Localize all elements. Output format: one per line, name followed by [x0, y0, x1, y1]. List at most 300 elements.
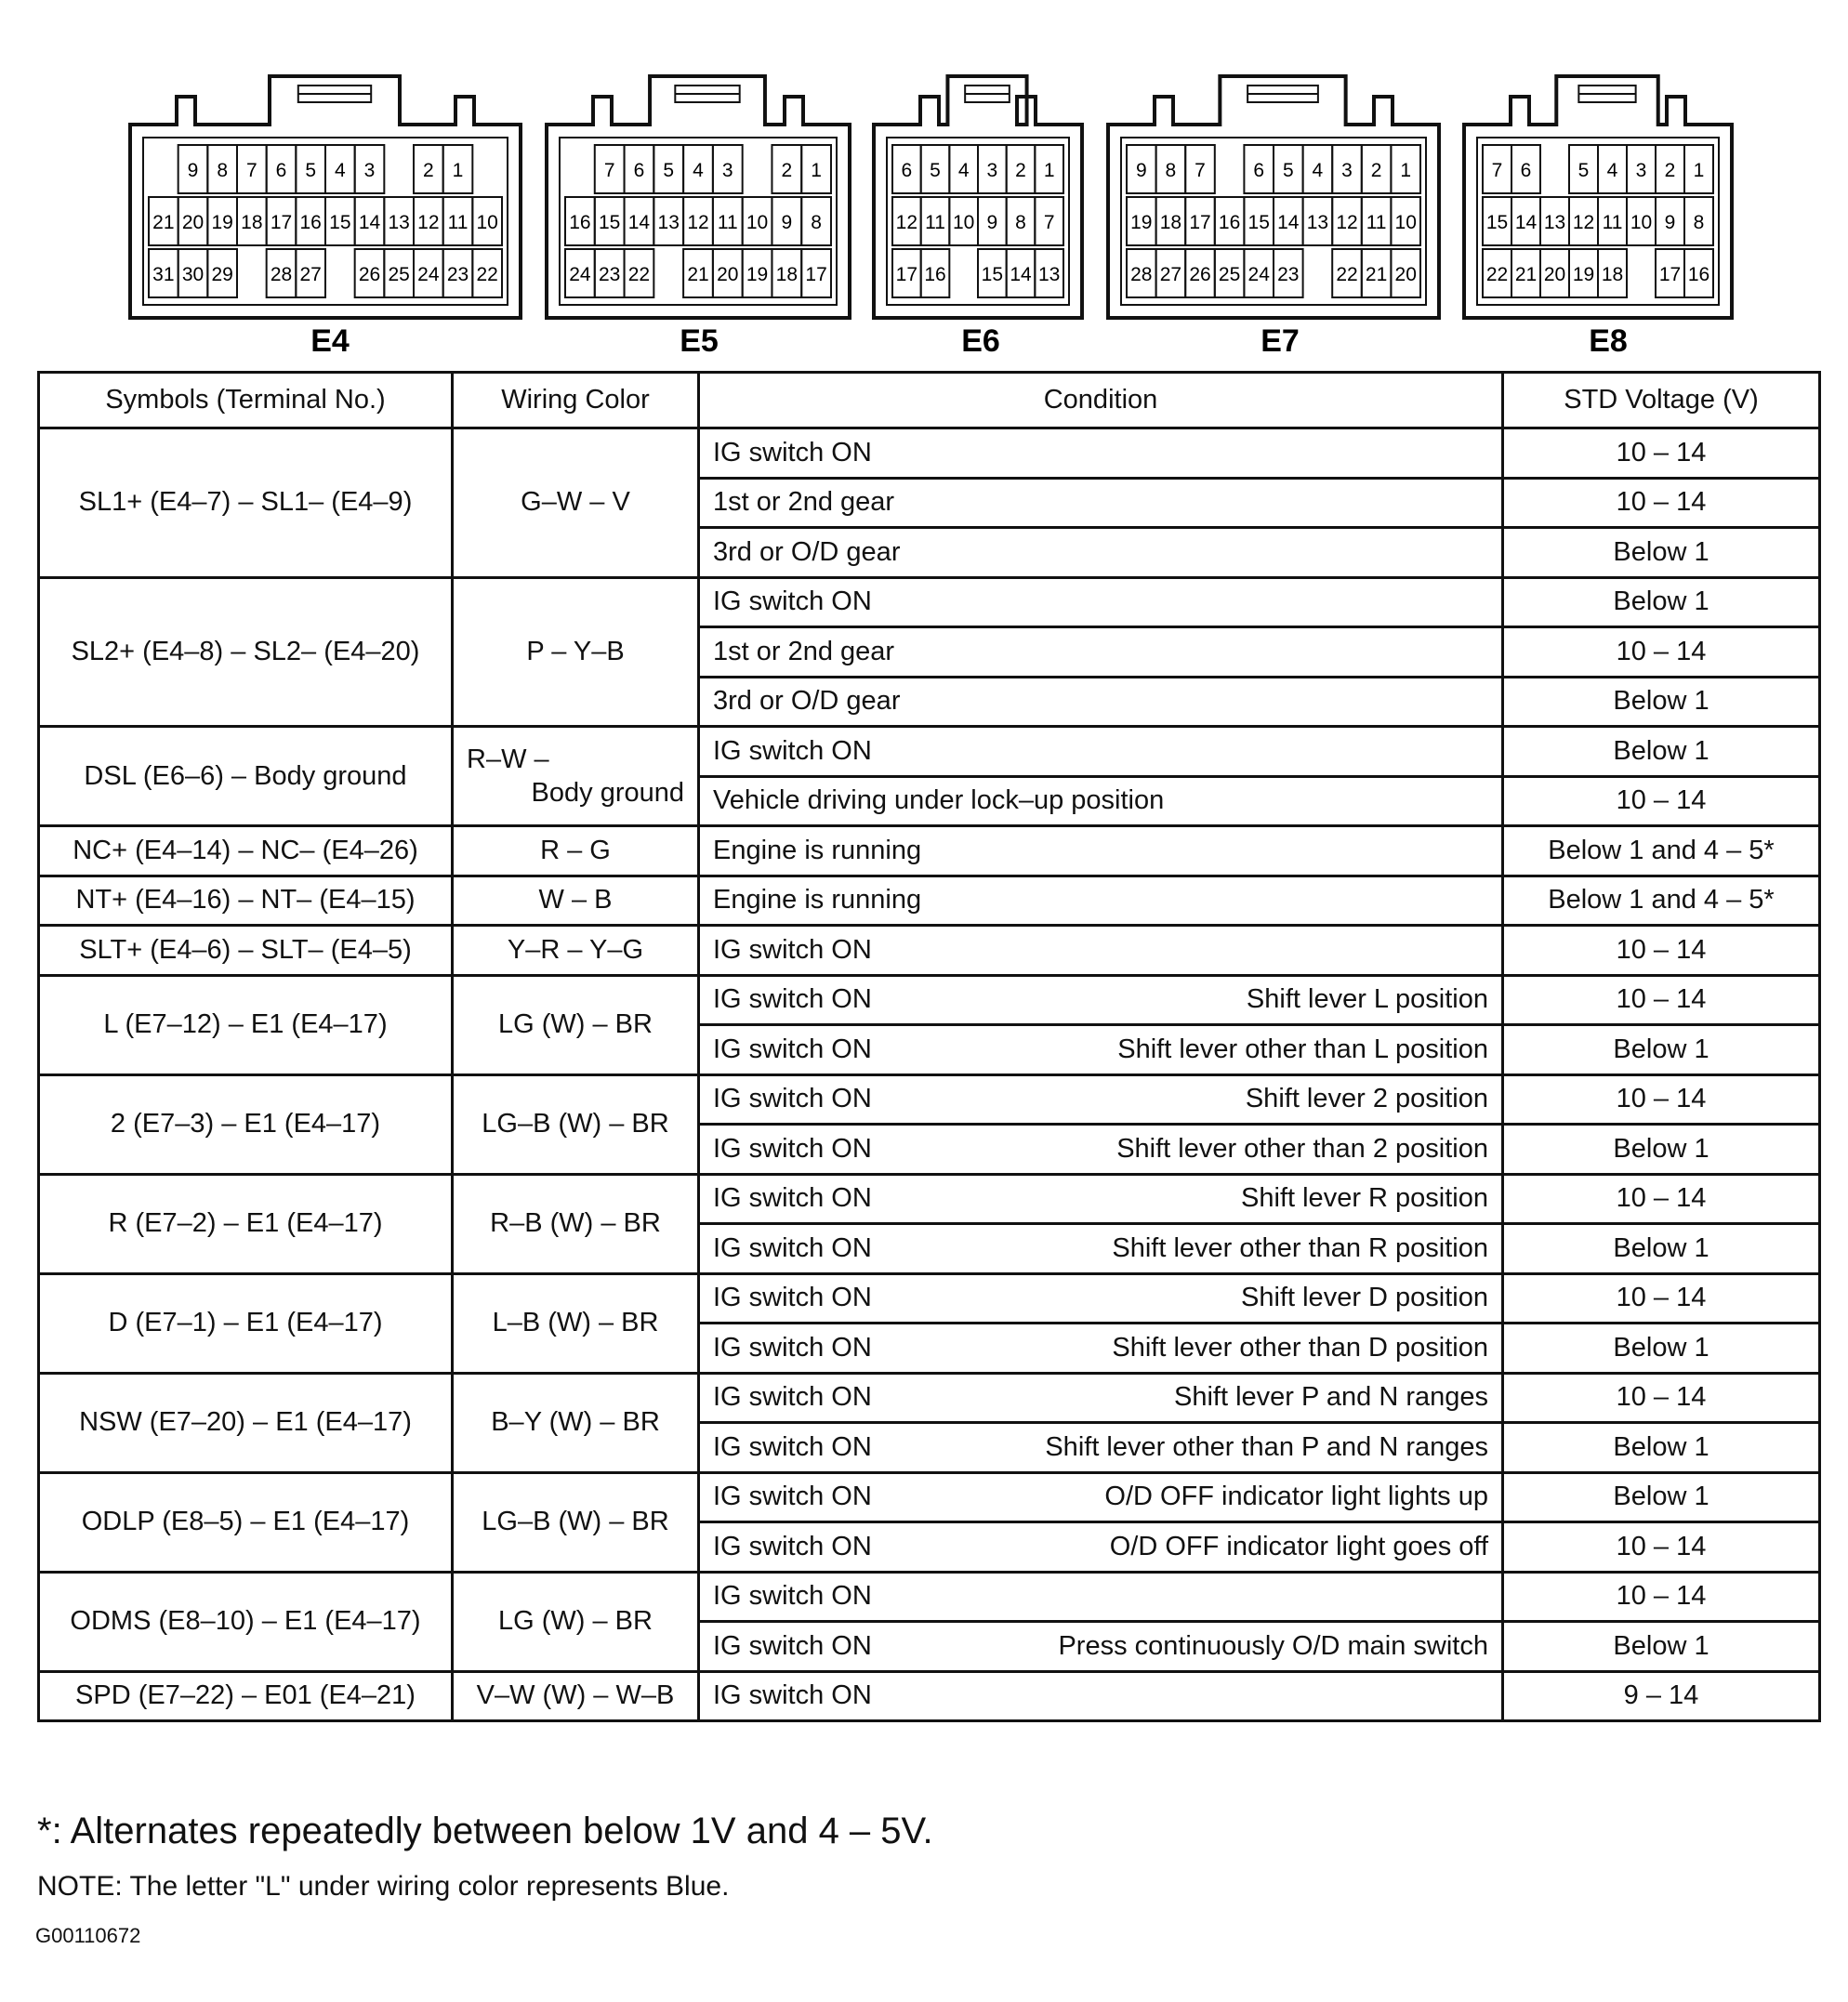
connector-label: E5 [680, 323, 719, 359]
pin-number: 2 [1664, 160, 1676, 181]
footnote: *: Alternates repeatedly between below 1V and 4 – 5V. [37, 1811, 933, 1851]
condition-cell [699, 677, 1503, 727]
symbol-cell: SL1+ (E4–7) – SL1– (E4–9) [39, 428, 453, 578]
pin-number: 5 [930, 160, 941, 181]
condition-text: Engine is running [713, 885, 922, 915]
table-row [39, 1472, 1820, 1522]
condition-cell [699, 1025, 1503, 1075]
pin-number: 25 [388, 264, 410, 285]
pin-number: 18 [241, 212, 263, 233]
symbol-cell: R (E7–2) – E1 (E4–17) [39, 1174, 453, 1273]
condition-content [713, 1233, 1488, 1264]
wiring-cell: R – G [453, 826, 699, 876]
condition-text: IG switch ON [713, 1034, 872, 1064]
table-row [39, 1572, 1820, 1622]
condition-text: IG switch ON [713, 586, 872, 617]
pin-number: 7 [603, 160, 615, 181]
pin-number: 8 [1015, 212, 1026, 233]
header-wiring: Wiring Color [453, 373, 699, 428]
pin-number: 10 [476, 212, 498, 233]
voltage-cell: Below 1 [1503, 1324, 1820, 1374]
pin-number: 13 [1037, 264, 1061, 285]
pin-number: 12 [1336, 212, 1358, 233]
condition-detail: Shift lever P and N ranges [1174, 1382, 1488, 1413]
voltage-cell: 10 – 14 [1503, 627, 1820, 678]
pin-number: 13 [1543, 212, 1566, 233]
symbol-cell: DSL (E6–6) – Body ground [39, 727, 453, 826]
voltage-cell: 10 – 14 [1503, 776, 1820, 826]
condition-content [713, 736, 1488, 767]
voltage-cell: Below 1 and 4 – 5* [1503, 876, 1820, 926]
condition-content [713, 586, 1488, 617]
pin-number: 16 [924, 264, 946, 285]
pin-number: 23 [446, 264, 469, 285]
wiring-cell: Y–R – Y–G [453, 926, 699, 976]
connector-e8 [1464, 76, 1732, 359]
connector-diagrams [0, 0, 1848, 372]
connector-e7 [1108, 76, 1439, 359]
condition-detail: O/D OFF indicator light lights up [1104, 1482, 1488, 1512]
condition-content [713, 785, 1488, 816]
condition-content [713, 1183, 1488, 1214]
header-symbols: Symbols (Terminal No.) [39, 373, 453, 428]
pin-number: 21 [687, 264, 709, 285]
wiring-cell: V–W (W) – W–B [453, 1671, 699, 1721]
condition-content [713, 836, 1488, 866]
pin-number: 14 [358, 212, 381, 233]
voltage-cell: Below 1 [1503, 528, 1820, 578]
condition-text: IG switch ON [713, 934, 872, 965]
pin-number: 14 [627, 212, 651, 233]
pin-number: 20 [181, 212, 205, 233]
condition-cell [699, 1671, 1503, 1721]
voltage-cell: 10 – 14 [1503, 1522, 1820, 1573]
pin-number: 6 [1520, 160, 1532, 181]
pin-number: 19 [1130, 212, 1153, 233]
pin-number: 15 [1485, 212, 1509, 233]
pin-number: 5 [1282, 160, 1294, 181]
pin-number: 6 [901, 160, 913, 181]
condition-text: 3rd or O/D gear [713, 686, 901, 717]
voltage-cell: 10 – 14 [1503, 975, 1820, 1025]
condition-text: IG switch ON [713, 1183, 872, 1214]
condition-content [713, 885, 1488, 915]
pin-number: 8 [1693, 212, 1705, 233]
pin-number: 12 [895, 212, 918, 233]
connector-drawing [0, 0, 1848, 372]
condition-content [713, 1084, 1488, 1114]
voltage-cell: Below 1 [1503, 577, 1820, 627]
pin-number: 21 [1514, 264, 1538, 285]
wiring-cell: LG (W) – BR [453, 1572, 699, 1671]
pin-number: 22 [476, 264, 498, 285]
pin-number: 5 [305, 160, 317, 181]
pin-number: 4 [1312, 160, 1324, 181]
spec-body [39, 428, 1820, 1721]
voltage-cell: Below 1 [1503, 1224, 1820, 1274]
pin-number: 10 [1630, 212, 1653, 233]
pin-number: 11 [925, 212, 945, 233]
voltage-cell: Below 1 [1503, 1025, 1820, 1075]
voltage-cell: Below 1 [1503, 727, 1820, 777]
condition-cell [699, 727, 1503, 777]
voltage-cell: 9 – 14 [1503, 1671, 1820, 1721]
symbol-cell: NC+ (E4–14) – NC– (E4–26) [39, 826, 453, 876]
table-row [39, 926, 1820, 976]
condition-text: IG switch ON [713, 1531, 872, 1561]
symbol-cell: SPD (E7–22) – E01 (E4–21) [39, 1671, 453, 1721]
wiring-cell: W – B [453, 876, 699, 926]
condition-cell [699, 1224, 1503, 1274]
table-row [39, 428, 1820, 479]
condition-text: IG switch ON [713, 1283, 872, 1313]
condition-text: IG switch ON [713, 735, 872, 766]
pin-number: 25 [1218, 264, 1241, 285]
condition-cell [699, 1273, 1503, 1324]
table-row [39, 876, 1820, 926]
pin-number: 11 [447, 212, 469, 233]
pin-number: 10 [746, 212, 769, 233]
condition-cell [699, 1622, 1503, 1672]
pin-number: 21 [152, 212, 175, 233]
pin-number: 16 [299, 212, 322, 233]
voltage-cell: 10 – 14 [1503, 478, 1820, 528]
condition-cell [699, 1373, 1503, 1423]
pin-number: 17 [895, 264, 918, 285]
pin-number: 6 [1253, 160, 1265, 181]
condition-cell [699, 1572, 1503, 1622]
condition-detail: Shift lever L position [1246, 984, 1488, 1015]
pin-number: 8 [217, 160, 229, 181]
condition-cell [699, 776, 1503, 826]
pin-number: 4 [693, 160, 704, 181]
condition-cell [699, 1174, 1503, 1224]
wiring-line-1: R–W – [467, 744, 549, 774]
pin-number: 12 [417, 212, 440, 233]
condition-content [713, 537, 1488, 568]
condition-text: 1st or 2nd gear [713, 636, 895, 666]
pin-number: 28 [1130, 264, 1153, 285]
condition-text: IG switch ON [713, 1232, 872, 1263]
pin-number: 4 [334, 160, 346, 181]
pin-number: 17 [1189, 212, 1211, 233]
pin-number: 21 [1365, 264, 1388, 285]
pin-number: 17 [270, 212, 293, 233]
pin-number: 19 [211, 212, 233, 233]
table-row [39, 577, 1820, 627]
voltage-cell: Below 1 [1503, 1125, 1820, 1175]
symbol-cell: NSW (E7–20) – E1 (E4–17) [39, 1373, 453, 1472]
pin-number: 13 [388, 212, 410, 233]
pin-number: 19 [746, 264, 769, 285]
condition-text: IG switch ON [713, 1581, 872, 1612]
pin-number: 15 [1247, 212, 1270, 233]
condition-detail: Shift lever other than D position [1112, 1332, 1488, 1363]
pin-number: 15 [329, 212, 351, 233]
condition-content [713, 1532, 1488, 1562]
voltage-cell: 10 – 14 [1503, 428, 1820, 479]
table-row [39, 975, 1820, 1025]
condition-detail: Shift lever R position [1241, 1183, 1488, 1214]
pin-number: 2 [781, 160, 793, 181]
condition-content [713, 637, 1488, 667]
condition-content [713, 935, 1488, 966]
condition-content [713, 1283, 1488, 1313]
condition-text: IG switch ON [713, 984, 872, 1015]
pin-number: 7 [1491, 160, 1503, 181]
wiring-cell: LG (W) – BR [453, 975, 699, 1074]
pin-number: 9 [1135, 160, 1147, 181]
pin-number: 10 [1394, 212, 1417, 233]
symbol-cell: 2 (E7–3) – E1 (E4–17) [39, 1074, 453, 1174]
wiring-cell [453, 727, 699, 826]
voltage-cell: Below 1 [1503, 1423, 1820, 1473]
voltage-cell: 10 – 14 [1503, 1174, 1820, 1224]
condition-text: IG switch ON [713, 437, 872, 468]
voltage-cell: 10 – 14 [1503, 1273, 1820, 1324]
condition-cell [699, 975, 1503, 1025]
pin-number: 3 [721, 160, 733, 181]
condition-cell [699, 876, 1503, 926]
connector-label: E6 [961, 323, 1000, 359]
pin-number: 24 [569, 264, 591, 285]
pin-number: 18 [775, 264, 799, 285]
pin-number: 3 [1635, 160, 1647, 181]
condition-content [713, 1432, 1488, 1463]
pin-number: 16 [569, 212, 591, 233]
condition-detail: Shift lever other than 2 position [1116, 1133, 1488, 1164]
pin-number: 7 [245, 160, 257, 181]
connector-e5 [547, 76, 850, 359]
pin-number: 6 [275, 160, 287, 181]
condition-cell [699, 577, 1503, 627]
wiring-cell: B–Y (W) – BR [453, 1373, 699, 1472]
pin-number: 9 [781, 212, 793, 233]
condition-content [713, 438, 1488, 468]
pin-number: 1 [1693, 160, 1705, 181]
pin-number: 2 [422, 160, 434, 181]
pin-number: 14 [1277, 212, 1300, 233]
symbol-cell: SLT+ (E4–6) – SLT– (E4–5) [39, 926, 453, 976]
condition-cell [699, 528, 1503, 578]
condition-text: IG switch ON [713, 1133, 872, 1164]
condition-detail: Shift lever other than P and N ranges [1045, 1431, 1488, 1462]
pin-number: 23 [598, 264, 621, 285]
symbol-cell: SL2+ (E4–8) – SL2– (E4–20) [39, 577, 453, 727]
condition-text: IG switch ON [713, 1482, 872, 1512]
header-row [39, 373, 1820, 428]
wiring-line-2: Body ground [531, 778, 684, 808]
pin-number: 2 [1370, 160, 1382, 181]
voltage-cell: Below 1 [1503, 1622, 1820, 1672]
pin-number: 1 [811, 160, 822, 181]
symbol-cell: ODLP (E8–5) – E1 (E4–17) [39, 1472, 453, 1572]
figure-id: G00110672 [35, 1924, 141, 1947]
wiring-cell: L–B (W) – BR [453, 1273, 699, 1373]
pin-number: 6 [633, 160, 645, 181]
pin-number: 9 [1664, 212, 1676, 233]
pin-number: 12 [1572, 212, 1595, 233]
pin-number: 17 [1658, 264, 1682, 285]
condition-content [713, 1034, 1488, 1065]
condition-content [713, 1134, 1488, 1165]
condition-cell [699, 478, 1503, 528]
wiring-cell: G–W – V [453, 428, 699, 578]
pin-number: 19 [1572, 264, 1595, 285]
condition-content [713, 1680, 1488, 1711]
voltage-cell: Below 1 [1503, 1472, 1820, 1522]
condition-content [713, 1581, 1488, 1612]
pin-number: 31 [152, 264, 175, 285]
pin-number: 3 [1341, 160, 1353, 181]
pin-number: 17 [805, 264, 827, 285]
pin-number: 5 [1577, 160, 1590, 181]
condition-text: IG switch ON [713, 1332, 872, 1363]
condition-text: Engine is running [713, 835, 922, 865]
condition-text: IG switch ON [713, 1630, 872, 1661]
pin-number: 28 [270, 264, 293, 285]
condition-cell [699, 1472, 1503, 1522]
condition-content [713, 487, 1488, 518]
table-row [39, 727, 1820, 777]
pin-number: 30 [181, 264, 205, 285]
pin-number: 1 [1400, 160, 1412, 181]
pin-number: 3 [986, 160, 998, 181]
connector-e6 [874, 76, 1082, 359]
pin-number: 16 [1218, 212, 1241, 233]
pin-number: 7 [1043, 212, 1055, 233]
connector-label: E4 [310, 323, 350, 359]
table-row [39, 826, 1820, 876]
pin-number: 20 [717, 264, 739, 285]
condition-content [713, 1333, 1488, 1363]
pin-number: 8 [811, 212, 822, 233]
condition-content [713, 1482, 1488, 1512]
pin-number: 14 [1010, 264, 1032, 285]
condition-text: Vehicle driving under lock–up position [713, 785, 1165, 816]
pin-number: 24 [417, 264, 440, 285]
condition-detail: Shift lever 2 position [1245, 1084, 1488, 1114]
pin-number: 16 [1687, 264, 1710, 285]
wiring-cell: LG–B (W) – BR [453, 1074, 699, 1174]
pin-number: 11 [1366, 212, 1387, 233]
condition-cell [699, 1074, 1503, 1125]
wiring-cell: P – Y–B [453, 577, 699, 727]
pin-number: 20 [1394, 264, 1417, 285]
symbol-cell: ODMS (E8–10) – E1 (E4–17) [39, 1572, 453, 1671]
connector-e4 [130, 76, 521, 359]
pin-number: 1 [1043, 160, 1055, 181]
condition-cell [699, 1522, 1503, 1573]
pin-number: 8 [1165, 160, 1177, 181]
pin-number: 27 [1159, 264, 1182, 285]
condition-cell [699, 1324, 1503, 1374]
condition-cell [699, 1125, 1503, 1175]
voltage-cell: 10 – 14 [1503, 1373, 1820, 1423]
header-condition: Condition [699, 373, 1503, 428]
table-row [39, 1174, 1820, 1224]
condition-detail: Shift lever other than L position [1117, 1034, 1488, 1064]
voltage-cell: 10 – 14 [1503, 926, 1820, 976]
pin-number: 4 [1606, 160, 1618, 181]
condition-content [713, 984, 1488, 1015]
pin-number: 4 [957, 160, 970, 181]
condition-detail: Shift lever other than R position [1112, 1232, 1488, 1263]
voltage-cell: Below 1 and 4 – 5* [1503, 826, 1820, 876]
condition-cell [699, 926, 1503, 976]
wiring-cell: LG–B (W) – BR [453, 1472, 699, 1572]
pin-number: 5 [663, 160, 675, 181]
pin-number: 3 [363, 160, 376, 181]
connector-label: E8 [1589, 323, 1628, 359]
table-row [39, 1373, 1820, 1423]
pin-number: 9 [187, 160, 199, 181]
pin-number: 1 [452, 160, 464, 181]
pin-number: 7 [1195, 160, 1206, 181]
pin-number: 24 [1247, 264, 1270, 285]
table-row [39, 1273, 1820, 1324]
condition-text: 3rd or O/D gear [713, 536, 901, 567]
table-row [39, 1074, 1820, 1125]
pin-number: 12 [687, 212, 709, 233]
condition-content [713, 1382, 1488, 1413]
voltage-cell: Below 1 [1503, 677, 1820, 727]
pin-number: 11 [1602, 212, 1623, 233]
wiring-two-line [467, 743, 684, 810]
pin-number: 13 [657, 212, 680, 233]
condition-cell [699, 627, 1503, 678]
pin-number: 11 [717, 212, 738, 233]
pin-number: 15 [598, 212, 621, 233]
header-voltage: STD Voltage (V) [1503, 373, 1820, 428]
note: NOTE: The letter "L" under wiring color represents Blue. [37, 1871, 730, 1902]
pin-number: 27 [299, 264, 322, 285]
pin-number: 13 [1306, 212, 1329, 233]
pin-number: 23 [1277, 264, 1300, 285]
pin-number: 2 [1015, 160, 1026, 181]
pin-number: 9 [986, 212, 998, 233]
pin-number: 15 [981, 264, 1004, 285]
condition-detail: O/D OFF indicator light goes off [1109, 1531, 1488, 1561]
pin-number: 26 [1189, 264, 1211, 285]
pin-number: 14 [1514, 212, 1538, 233]
condition-detail: Shift lever D position [1241, 1283, 1488, 1313]
pin-number: 26 [358, 264, 381, 285]
condition-text: IG switch ON [713, 1431, 872, 1462]
pin-number: 18 [1601, 264, 1624, 285]
condition-text: IG switch ON [713, 1084, 872, 1114]
pin-number: 18 [1159, 212, 1182, 233]
pin-number: 20 [1543, 264, 1566, 285]
condition-content [713, 1631, 1488, 1662]
condition-cell [699, 1423, 1503, 1473]
symbol-cell: NT+ (E4–16) – NT– (E4–15) [39, 876, 453, 926]
voltage-cell: 10 – 14 [1503, 1074, 1820, 1125]
condition-detail: Press continuously O/D main switch [1058, 1630, 1488, 1661]
pin-number: 29 [211, 264, 233, 285]
connector-label: E7 [1261, 323, 1300, 359]
symbol-cell: L (E7–12) – E1 (E4–17) [39, 975, 453, 1074]
pin-number: 10 [952, 212, 975, 233]
spec-table [37, 371, 1821, 1722]
wiring-cell: R–B (W) – BR [453, 1174, 699, 1273]
voltage-cell: 10 – 14 [1503, 1572, 1820, 1622]
symbol-cell: D (E7–1) – E1 (E4–17) [39, 1273, 453, 1373]
condition-text: IG switch ON [713, 1382, 872, 1413]
condition-content [713, 686, 1488, 717]
condition-text: IG switch ON [713, 1680, 872, 1711]
condition-cell [699, 428, 1503, 479]
